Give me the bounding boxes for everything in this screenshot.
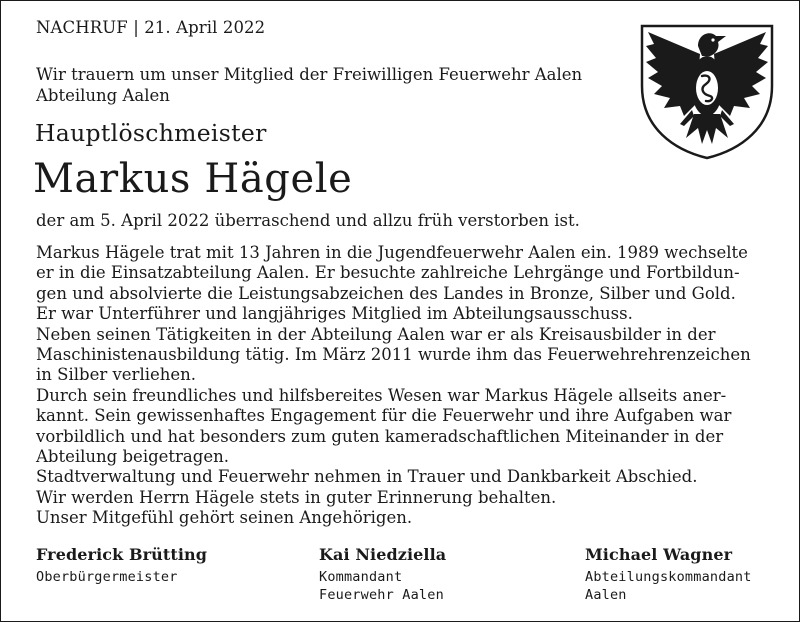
signature-name: Michael Wagner: [585, 545, 733, 564]
signature-role: [36, 568, 207, 586]
body-line: Maschinistenausbildung tätig. Im März 2011 wurde ihm das Feuerwehrehrenzeichen: [36, 345, 751, 365]
signature-role: [319, 568, 446, 604]
signature-role-line: Kommandant: [319, 569, 403, 585]
body-line: Stadtverwaltung und Feuerwehr nehmen in Trauer und Dankbarkeit Abschied.: [36, 467, 698, 487]
signature-department-commander: [585, 545, 752, 604]
body-line: er in die Einsatzabteilung Aalen. Er besuchte zahlreiche Lehrgänge und Fortbildun-: [36, 263, 740, 283]
signature-name: Frederick Brütting: [36, 545, 208, 564]
body-line: Unser Mitgefühl gehört seinen Angehörigen.: [36, 508, 413, 528]
signature-role: [585, 568, 752, 604]
deceased-name: Markus Hägele: [33, 156, 353, 202]
body-line: gen und absolvierte die Leistungsabzeichen des Landes in Bronze, Silber und Gold.: [36, 283, 736, 303]
body-line: Durch sein freundliches und hilfsbereites Wesen war Markus Hägele allseits aner-: [36, 385, 727, 405]
intro-text: [36, 64, 626, 106]
body-line: Markus Hägele trat mit 13 Jahren in die Jugendfeuerwehr Aalen ein. 1989 wechselte: [36, 243, 748, 262]
intro-line-2: Abteilung Aalen: [36, 86, 170, 105]
deceased-rank: Hauptlöschmeister: [35, 119, 267, 147]
intro-line-1: Wir trauern um unser Mitglied der Freiwilligen Feuerwehr Aalen: [36, 65, 583, 84]
body-line: Er war Unterführer und langjähriges Mitglied im Abteilungsausschuss.: [36, 304, 633, 324]
deceased-subline: der am 5. April 2022 überraschend und allzu früh verstorben ist.: [36, 211, 580, 230]
body-line: Neben seinen Tätigkeiten in der Abteilung Aalen war er als Kreisausbilder in der: [36, 324, 716, 344]
signature-role-line: Aalen: [585, 587, 627, 603]
signature-mayor: [36, 545, 207, 586]
body-line: Abteilung beigetragen.: [36, 447, 229, 467]
coat-of-arms-eagle-icon: [640, 24, 774, 160]
body-line: vorbildlich und hat besonders zum guten kameradschaftlichen Miteinander in der: [36, 426, 724, 446]
notice-header: NACHRUF | 21. April 2022: [36, 18, 266, 37]
signature-role-line: Oberbürgermeister: [36, 569, 178, 585]
body-line: kannt. Sein gewissenhaftes Engagement für die Feuerwehr und ihre Aufgaben war: [36, 406, 732, 426]
body-line: in Silber verliehen.: [36, 365, 197, 385]
obituary-body: [36, 243, 771, 529]
signature-commander: [319, 545, 446, 604]
signature-name: Kai Niedziella: [319, 545, 447, 564]
signature-role-line: Abteilungskommandant: [585, 569, 752, 585]
body-line: Wir werden Herrn Hägele stets in guter Erinnerung behalten.: [36, 487, 557, 507]
signature-role-line: Feuerwehr Aalen: [319, 587, 444, 603]
